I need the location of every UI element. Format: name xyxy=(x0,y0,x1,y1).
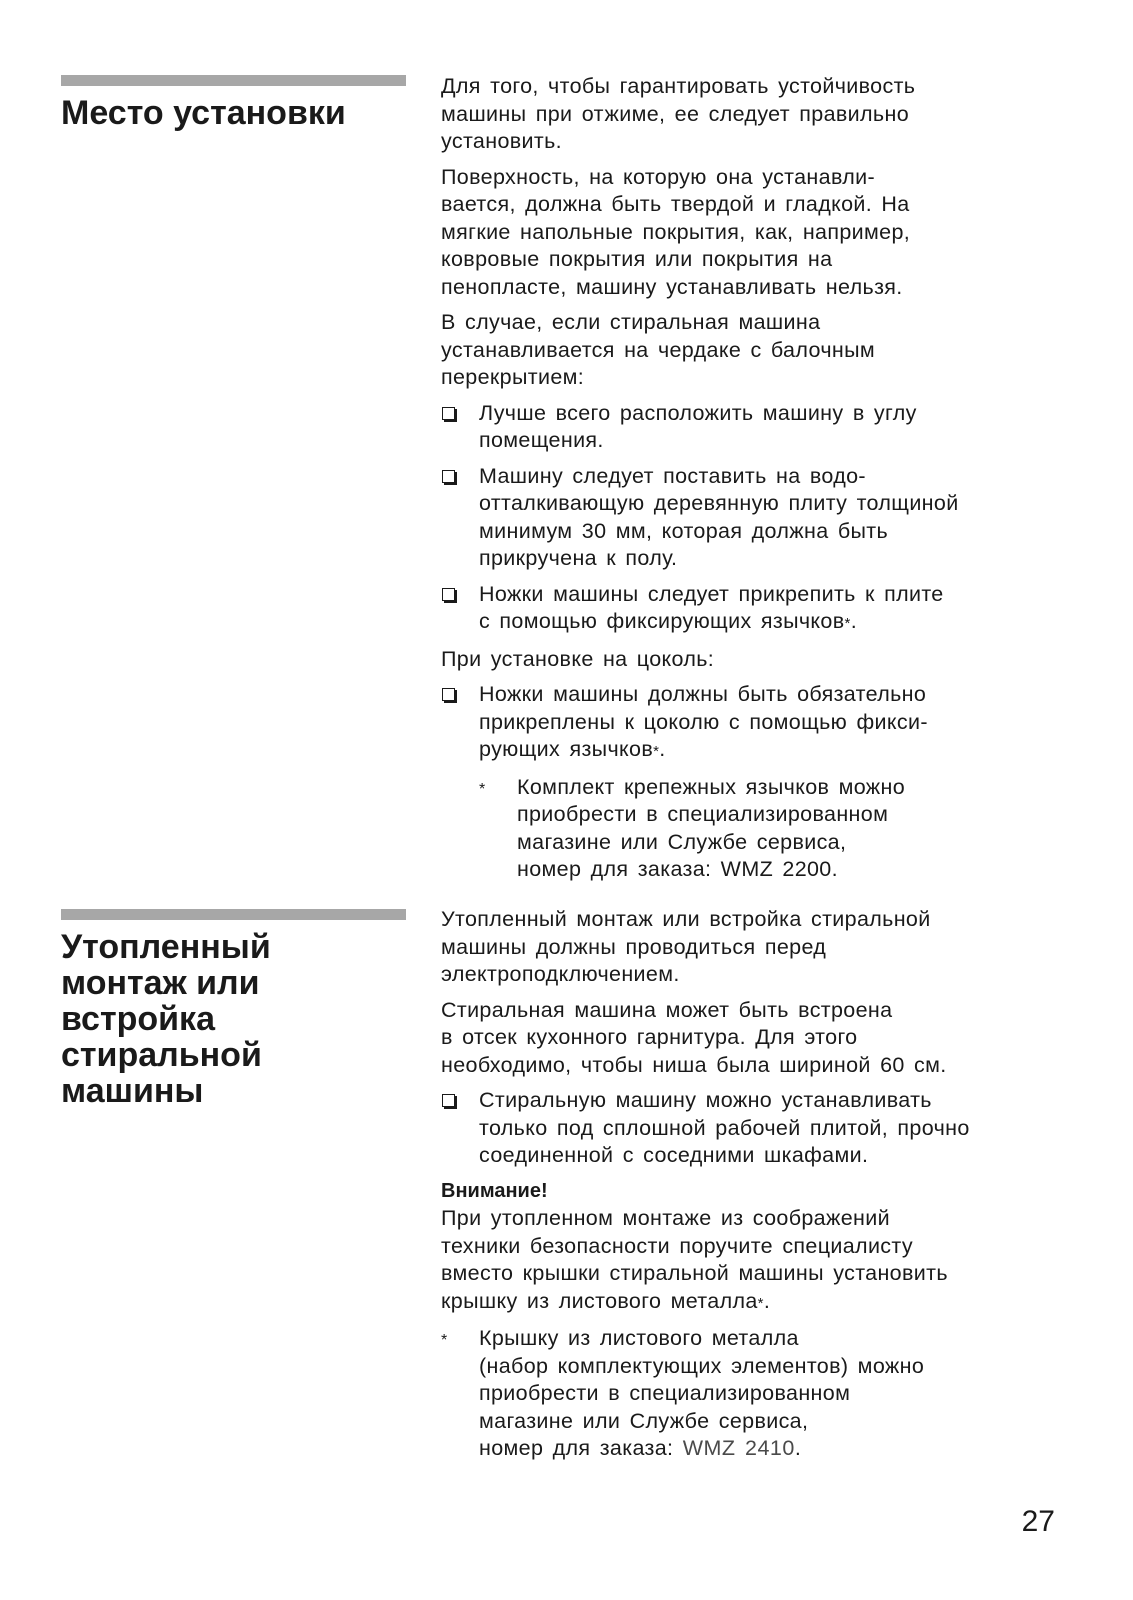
warning-text: При утопленном монтаже из соображений техники безопасности поручите специалисту вместо крышки стиральной машины установить крышку из листового металла*. xyxy=(441,1206,948,1313)
paragraph: Стиральная машина может быть встроена в отсек кухонного гарнитура. Для этого необходимо, чтобы ниша была шириной 60 см. xyxy=(441,997,947,1077)
footnote: * Комплект крепежных язычков можно приобрести в специализированном магазине или Службе сервиса, номер для заказа: WMZ 2200. xyxy=(479,774,906,881)
checkbox-bullet-icon xyxy=(442,470,455,483)
checkbox-bullet-icon xyxy=(442,407,455,420)
list-item: Ножки машины следует прикрепить к плите с помощью фиксирующих язычков*. xyxy=(441,581,1081,638)
footnote-marker: * xyxy=(441,1332,448,1349)
list-item: Ножки машины должны быть обязательно прикреплены к цоколю с помощью фикси- рующих язычков*. xyxy=(441,681,1081,766)
footnote-marker: * xyxy=(757,1294,764,1312)
section-divider xyxy=(61,909,406,920)
list-item: Машину следует поставить на водо- отталкивающую деревянную плиту толщиной минимум 30 мм, которая должна быть прикручена к полу. xyxy=(441,463,1081,573)
paragraph: Поверхность, на которую она устанавли- вается, должна быть твердой и гладкой. На мягкие напольные покрытия, как, например, ковровые покрытия или покрытия на пенопласте, машину устанавливать нельзя. xyxy=(441,164,911,299)
paragraph: Утопленный монтаж или встройка стиральной машины должны проводиться перед электроподключением. xyxy=(441,907,931,986)
checkbox-bullet-icon xyxy=(442,1094,455,1107)
section-divider xyxy=(61,75,406,86)
warning-title: Внимание! xyxy=(441,1179,548,1202)
paragraph: Для того, чтобы гарантировать устойчивость машины при отжиме, ее следует правильно установить. xyxy=(441,74,916,153)
paragraph: При установке на цоколь: xyxy=(441,646,715,671)
checkbox-bullet-icon xyxy=(442,588,455,601)
footnote-marker: * xyxy=(653,743,660,760)
order-number: WMZ 2410 xyxy=(682,1436,795,1460)
checkbox-bullet-icon xyxy=(442,688,455,701)
list-item: Стиральную машину можно устанавливать только под сплошной рабочей плитой, прочно соединенной с соседними шкафами. xyxy=(441,1087,1081,1170)
footnote-marker: * xyxy=(479,780,486,798)
footnote: * Крышку из листового металла (набор комплектующих элементов) можно приобрести в специализированном магазине или Службе сервиса, номер для заказа: WMZ 2410. xyxy=(441,1326,925,1460)
section-body-built-in-installation xyxy=(441,906,1081,1471)
footnote-marker: * xyxy=(844,615,851,632)
list-item: Лучше всего расположить машину в углу помещения. xyxy=(441,400,1081,455)
paragraph: В случае, если стиральная машина устанавливается на чердаке с балочным перекрытием: xyxy=(441,310,876,389)
section-heading-built-in-installation: Утопленный монтаж или встройка стиральной машины xyxy=(61,928,271,1110)
section-heading-installation-place: Место установки xyxy=(61,94,346,132)
page-number: 27 xyxy=(1021,1505,1055,1538)
section-body-installation-place xyxy=(441,73,1081,892)
